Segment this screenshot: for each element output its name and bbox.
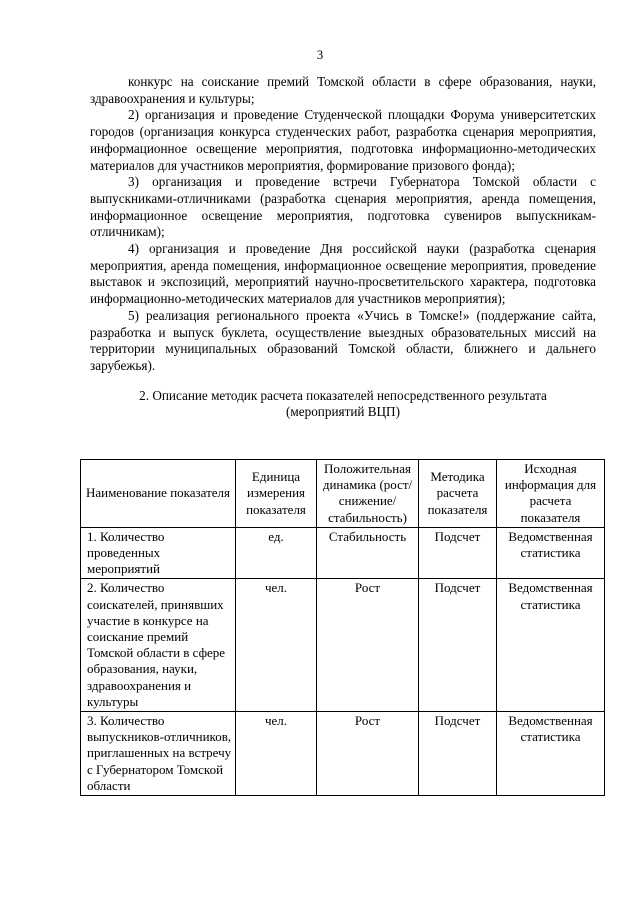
page-number: 3	[316, 47, 324, 62]
section-title-line: (мероприятий ВЦП)	[286, 404, 400, 420]
table-row	[81, 712, 605, 796]
paragraph: 4) организация и проведение Дня российской науки (разработка сценария мероприятия, аренда помещения, информационное освещение мероприятия, проведение выставок и экспозиций, мероприятий научно-просветительского характера, подготовка информационно-методических материалов для участников мероприятия);	[90, 241, 596, 307]
table-cell: 1. Количество проведенных мероприятий	[81, 527, 236, 579]
table-cell: 2. Количество соискателей, принявших участие в конкурсе на соискание премий Томской области в сфере образования, науки, здравоохранения и культуры	[81, 579, 236, 712]
column-header: Методика расчета показателя	[419, 460, 497, 528]
table-cell: чел.	[236, 579, 317, 712]
indicators-table-container	[80, 459, 604, 796]
table-cell: Подсчет	[419, 579, 497, 712]
column-header: Наименование показателя	[81, 460, 236, 528]
table-cell: 3. Количество выпускников-отличников, приглашенных на встречу с Губернатором Томской области	[81, 712, 236, 796]
table-cell: Ведомственная статистика	[497, 712, 605, 796]
section-title	[90, 388, 596, 421]
table-cell: Ведомственная статистика	[497, 579, 605, 712]
paragraph: 3) организация и проведение встречи Губернатора Томской области с выпускниками-отличниками (разработка сценария мероприятия, аренда помещения, информационное освещение мероприятия, подготовка сувениров выпускникам-отличникам);	[90, 174, 596, 240]
table-cell: Подсчет	[419, 712, 497, 796]
table-cell: Стабильность	[317, 527, 419, 579]
column-header: Единица измерения показателя	[236, 460, 317, 528]
table-cell: чел.	[236, 712, 317, 796]
paragraph: 5) реализация регионального проекта «Учись в Томске!» (поддержание сайта, разработка и выпуск буклета, осуществление выездных образовательных миссий на территории муниципальных образований Томской области, ближнего и дальнего зарубежья).	[90, 307, 596, 373]
table-cell: Подсчет	[419, 527, 497, 579]
table-cell: Ведомственная статистика	[497, 527, 605, 579]
table-cell: Рост	[317, 579, 419, 712]
column-header: Положительная динамика (рост/снижение/ стабильность)	[317, 460, 419, 528]
table-cell: ед.	[236, 527, 317, 579]
paragraph: конкурс на соискание премий Томской области в сфере образования, науки, здравоохранения и культуры;	[90, 74, 596, 106]
table-cell: Рост	[317, 712, 419, 796]
table-header-row	[81, 460, 605, 528]
document-body	[90, 74, 596, 421]
column-header: Исходная информация для расчета показателя	[497, 460, 605, 528]
section-title-line: 2. Описание методик расчета показателей непосредственного результата	[139, 387, 547, 403]
table-row	[81, 579, 605, 712]
paragraph: 2) организация и проведение Студенческой площадки Форума университетских городов (организация конкурса студенческих работ, разработка сценария мероприятия, информационное освещение мероприятия, подготовка информационно-методических материалов для участников мероприятия, формирование призового фонда);	[90, 107, 596, 173]
table-row	[81, 527, 605, 579]
indicators-table	[80, 459, 605, 796]
